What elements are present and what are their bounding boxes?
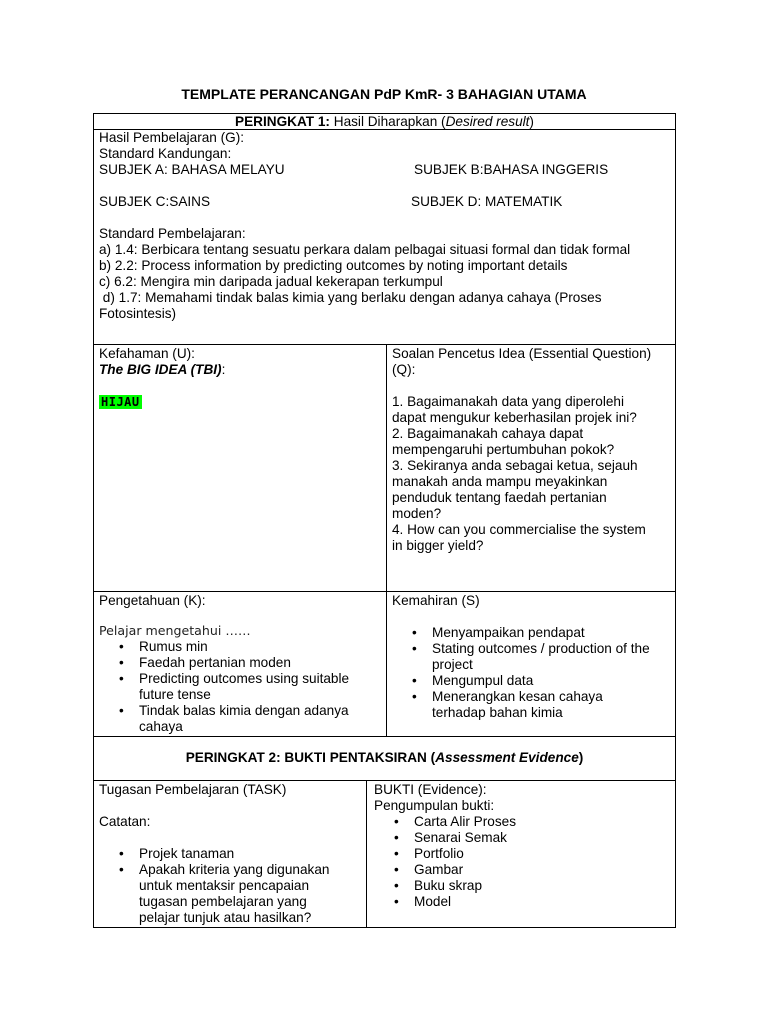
pengumpulan-label: Pengumpulan bukti:	[374, 798, 495, 813]
list-item: • Stating outcomes / production of the project	[392, 641, 670, 673]
stage1-label-italic: Desired result	[445, 114, 530, 129]
catatan-label: Catatan:	[99, 814, 151, 829]
standard-pembelajaran-a: a) 1.4: Berbicara tentang sesuatu perkara dalam pelbagai situasi formal dan tidak formal	[99, 242, 631, 257]
kefahaman-cell	[93, 346, 386, 410]
pengetahuan-label: Pengetahuan (K):	[99, 593, 206, 608]
question-3-line4: moden?	[392, 506, 442, 521]
question-2-line1: 2. Bagaimanakah cahaya dapat	[392, 426, 584, 441]
stage1-header	[93, 114, 676, 130]
tugasan-list	[99, 846, 360, 926]
kemahiran-cell	[386, 593, 676, 721]
stage1-label-bold: PERINGKAT 1:	[235, 114, 330, 129]
question-1-line1: 1. Bagaimanakah data yang diperolehi	[392, 394, 625, 409]
list-item: • Gambar	[374, 862, 670, 878]
list-item: • Senarai Semak	[374, 830, 670, 846]
standard-pembelajaran-label: Standard Pembelajaran:	[99, 226, 246, 241]
pengetahuan-list	[99, 639, 380, 735]
standard-kandungan-label: Standard Kandungan:	[99, 146, 232, 161]
stage2-label: PERINGKAT 2: BUKTI PENTAKSIRAN (	[185, 750, 436, 765]
question-2-line2: mempengaruhi pertumbuhan pokok?	[392, 442, 615, 457]
question-4-line1: 4. How can you commercialise the system	[392, 522, 646, 537]
tugasan-label: Tugasan Pembelajaran (TASK)	[99, 782, 287, 797]
list-item: • Buku skrap	[374, 878, 670, 894]
standard-pembelajaran-c: c) 6.2: Mengira min daripada jadual kekerapan terkumpul	[99, 274, 443, 289]
subjek-c: SUBJEK C:SAINS	[99, 194, 211, 209]
list-item: • Portfolio	[374, 846, 670, 862]
bukti-list	[374, 814, 670, 910]
list-item: • Menerangkan kesan cahaya terhadap bahan kimia	[392, 689, 670, 721]
stage1-label-close: )	[529, 114, 534, 129]
kefahaman-label: Kefahaman (U):	[99, 346, 195, 361]
stage2-header	[93, 750, 676, 766]
subjek-b: SUBJEK B:BAHASA INGGERIS	[414, 162, 609, 177]
bukti-cell	[366, 782, 676, 910]
soalan-cell	[386, 346, 676, 554]
subjek-d: SUBJEK D: MATEMATIK	[411, 194, 563, 209]
soalan-label-line1: Soalan Pencetus Idea (Essential Question)	[392, 346, 652, 361]
list-item: • Model	[374, 894, 670, 910]
question-3-line3: penduduk tentang faedah pertanian	[392, 490, 607, 505]
list-item: • Carta Alir Proses	[374, 814, 670, 830]
list-item: • Rumus min	[99, 639, 380, 655]
kemahiran-label: Kemahiran (S)	[392, 593, 480, 608]
question-3-line2: manakah anda mampu meyakinkan	[392, 474, 608, 489]
question-3-line1: 3. Sekiranya anda sebagai ketua, sejauh	[392, 458, 638, 473]
big-idea-label: The BIG IDEA (TBI)	[99, 362, 222, 377]
hasil-label: Hasil Pembelajaran (G):	[99, 130, 245, 145]
stage1-label-rest: Hasil Diharapkan (	[329, 114, 446, 129]
subjek-a: SUBJEK A: BAHASA MELAYU	[99, 162, 285, 177]
tugasan-cell	[93, 782, 366, 926]
stage2-label-italic: Assessment Evidence	[435, 750, 579, 765]
list-item: • Tindak balas kimia dengan adanya cahaya	[99, 703, 380, 735]
standard-pembelajaran-d-line1: d) 1.7: Memahami tindak balas kimia yang berlaku dengan adanya cahaya (Proses	[99, 290, 602, 305]
standard-pembelajaran-b: b) 2.2: Process information by predicting outcomes by noting important details	[99, 258, 568, 273]
list-item: • Predicting outcomes using suitable future tense	[99, 671, 380, 703]
pengetahuan-intro: Pelajar mengetahui ……	[99, 623, 251, 638]
bukti-label: BUKTI (Evidence):	[374, 782, 487, 797]
list-item: • Menyampaikan pendapat	[392, 625, 670, 641]
list-item: • Projek tanaman	[99, 846, 360, 862]
list-item: • Mengumpul data	[392, 673, 670, 689]
pengetahuan-cell	[93, 593, 386, 735]
soalan-label-line2: (Q):	[392, 362, 416, 377]
kemahiran-list	[392, 625, 670, 721]
document-title: TEMPLATE PERANCANGAN PdP KmR- 3 BAHAGIAN UTAMA	[181, 86, 587, 102]
question-1-line2: dapat mengukur keberhasilan projek ini?	[392, 410, 637, 425]
big-idea-highlight: HIJAU	[101, 395, 140, 409]
learning-outcomes-section	[93, 130, 676, 322]
stage2-label-close: )	[578, 750, 584, 765]
list-item: • Faedah pertanian moden	[99, 655, 380, 671]
question-4-line2: in bigger yield?	[392, 538, 484, 553]
big-idea-colon: :	[221, 362, 226, 377]
standard-pembelajaran-d-line2: Fotosintesis)	[99, 306, 177, 321]
list-item: • Apakah kriteria yang digunakan untuk mentaksir pencapaian tugasan pembelajaran yang pelajar tunjuk atau hasilkan?	[99, 862, 360, 926]
